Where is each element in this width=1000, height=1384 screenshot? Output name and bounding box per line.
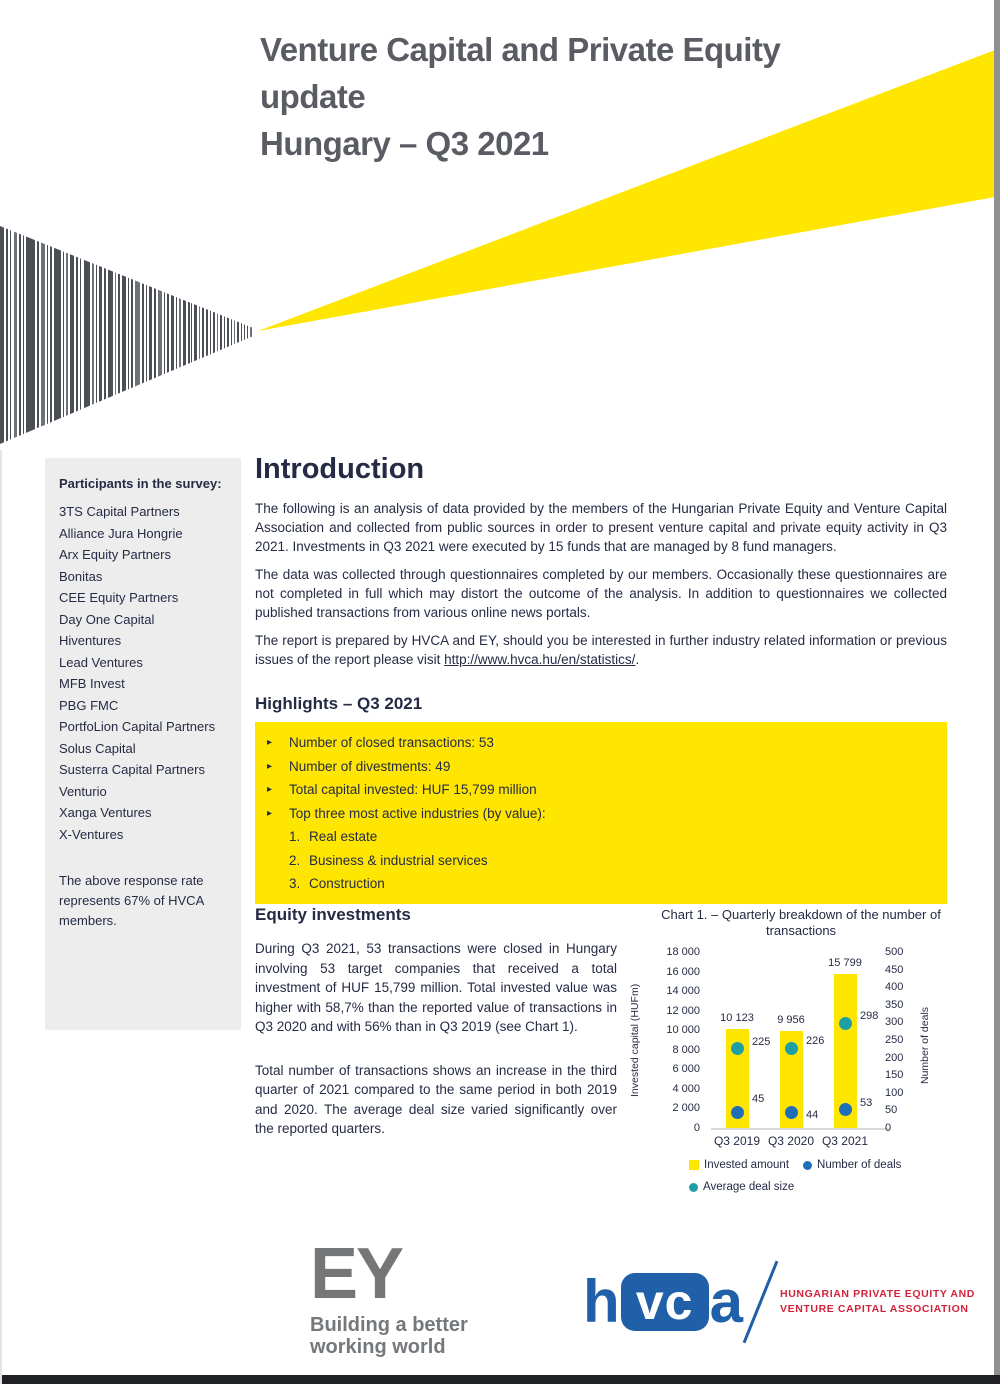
dot-value-label: 53 — [860, 1097, 873, 1110]
legend-dot-swatch — [803, 1161, 812, 1170]
highlight-bullet-text: Number of divestments: 49 — [289, 758, 451, 774]
equity-heading: Equity investments — [255, 905, 411, 924]
participants-list — [59, 502, 227, 845]
right-axis-tick-label: 100 — [885, 1086, 904, 1099]
right-axis-tick-label: 50 — [885, 1104, 898, 1117]
dot-value-label: 226 — [806, 1035, 825, 1048]
ey-logo — [310, 1234, 468, 1358]
highlight-numbered-text: Construction — [309, 876, 385, 891]
highlight-numbered-text: Business & industrial services — [309, 852, 488, 868]
right-axis-tick-label: 500 — [885, 946, 904, 958]
page-edge-left — [0, 450, 2, 1384]
left-axis-tick-label: 14 000 — [666, 985, 700, 998]
page-edge-right — [994, 0, 1000, 1384]
highlights-heading: Highlights – Q3 2021 — [255, 694, 423, 713]
dot-value-label: 298 — [860, 1010, 879, 1023]
left-axis-tick-label: 16 000 — [666, 965, 700, 978]
introduction-heading: Introduction — [255, 453, 425, 485]
intro-paragraph-3-suffix: . — [635, 652, 640, 667]
average-deal-size-dot — [785, 1042, 798, 1055]
highlight-number: 2. — [289, 852, 301, 868]
bar-value-label: 9 956 — [777, 1013, 805, 1026]
bullet-arrow-icon: ▸ — [267, 784, 273, 795]
bullet-arrow-icon: ▸ — [267, 737, 273, 748]
highlights-list — [267, 735, 927, 891]
number-of-deals-dot — [731, 1106, 744, 1119]
ey-tagline — [310, 1314, 468, 1358]
statistics-link[interactable]: http://www.hvca.hu/en/statistics/ — [444, 652, 636, 667]
legend-item — [689, 1181, 794, 1193]
hvca-logo — [583, 1258, 975, 1346]
legend-item — [689, 1159, 789, 1171]
participant-item: 3TS Capital Partners — [59, 504, 180, 519]
legend-label: Invested amount — [704, 1159, 790, 1171]
hvca-logo-h: h — [583, 1268, 620, 1335]
hvca-logo-a: a — [709, 1268, 744, 1335]
intro-paragraph-3 — [255, 631, 947, 669]
left-axis-tick-label: 0 — [693, 1122, 700, 1134]
right-axis-tick-label: 150 — [885, 1069, 904, 1082]
bullet-arrow-icon: ▸ — [267, 807, 273, 819]
highlight-bullet — [267, 759, 927, 774]
intro-paragraph-3-text: The report is prepared by HVCA and EY, should you be interested in further industry related information or previous issues of the report please visit — [255, 633, 947, 667]
chart-title: Chart 1. – Quarterly breakdown of the number of transactions — [661, 907, 941, 938]
average-deal-size-dot — [731, 1042, 744, 1055]
x-axis-category-label: Q3 2020 — [767, 1134, 815, 1148]
highlight-numbered-item — [267, 853, 927, 868]
right-axis-tick-label: 0 — [885, 1122, 892, 1134]
highlight-numbered-text: Real estate — [309, 829, 378, 844]
hvca-text-line-1: HUNGARIAN PRIVATE EQUITY AND — [780, 1288, 975, 1300]
legend-row — [689, 1159, 969, 1171]
left-axis-tick-label: 6 000 — [672, 1063, 700, 1076]
participant-item: Hiventures — [59, 633, 122, 648]
highlight-bullet-text: Top three most active industries (by value): — [289, 805, 546, 821]
left-axis-tick-label: 4 000 — [672, 1082, 700, 1095]
report-title — [260, 26, 900, 167]
participant-item: PBG FMC — [59, 697, 119, 713]
participant-item: Venturio — [59, 783, 107, 799]
introduction-paragraphs — [255, 499, 947, 678]
page-edge-bottom — [0, 1375, 1000, 1384]
x-axis-category-label: Q3 2021 — [821, 1134, 869, 1148]
participant-item: Susterra Capital Partners — [59, 762, 205, 777]
highlights-box — [255, 722, 947, 904]
participant-item: Day One Capital — [59, 611, 155, 627]
participant-item: X-Ventures — [59, 826, 124, 842]
participant-item: Xanga Ventures — [59, 805, 152, 820]
bullet-arrow-icon: ▸ — [267, 760, 273, 772]
participant-item: Alliance Jura Hongrie — [59, 525, 183, 541]
participant-item: Solus Capital — [59, 740, 136, 756]
chart-1 — [623, 903, 980, 1213]
bar-value-label: 10 123 — [720, 1012, 754, 1025]
right-axis-tick-label: 400 — [885, 981, 904, 994]
highlight-bullet — [267, 806, 927, 821]
hvca-logo-vc: vc — [635, 1274, 694, 1330]
right-axis-tick-label: 250 — [885, 1034, 904, 1046]
left-axis-tick-label: 18 000 — [666, 946, 700, 958]
highlight-number: 3. — [289, 876, 301, 891]
bar-value-label: 15 799 — [828, 956, 862, 969]
hvca-logo-text — [780, 1287, 975, 1317]
left-axis-tick-label: 8 000 — [672, 1043, 700, 1056]
highlight-numbered-item — [267, 829, 927, 844]
participants-sidebar — [45, 458, 241, 1030]
title-line-2: update — [260, 78, 366, 115]
legend-row — [689, 1181, 969, 1193]
legend-item — [803, 1159, 901, 1171]
dot-value-label: 44 — [806, 1108, 819, 1121]
participant-item: Lead Ventures — [59, 654, 143, 670]
left-axis-tick-label: 2 000 — [672, 1102, 700, 1115]
left-axis-tick-label: 10 000 — [666, 1024, 700, 1037]
response-rate-note: The above response rate represents 67% of HVCA members. — [59, 872, 204, 928]
number-of-deals-dot — [839, 1103, 852, 1116]
equity-paragraph-2: Total number of transactions shows an increase in the third quarter of 2021 compared to the same period in both 2019 and 2020. The average deal size varied significantly over the reported quarters. — [255, 1062, 617, 1136]
participant-item: MFB Invest — [59, 676, 125, 691]
highlight-numbered-item — [267, 876, 927, 891]
participant-item: Bonitas — [59, 568, 103, 584]
intro-paragraph-1: The following is an analysis of data provided by the members of the Hungarian Private Equity and Venture Capital Association and collected from public sources in order to present venture capital and private equity activity in Q3 2021. Investments in Q3 2021 were executed by 15 funds that are managed by 8 fund managers. — [255, 501, 947, 554]
dot-value-label: 45 — [752, 1093, 765, 1106]
highlight-bullet-text: Number of closed transactions: 53 — [289, 735, 494, 750]
hvca-logo-slash — [743, 1261, 779, 1344]
hvca-text-line-2: VENTURE CAPITAL ASSOCIATION — [780, 1303, 969, 1315]
participant-item: CEE Equity Partners — [59, 590, 179, 605]
ey-tagline-line-2: working world — [310, 1336, 446, 1358]
right-axis-title: Number of deals — [919, 1006, 931, 1084]
left-axis-tick-label: 12 000 — [666, 1004, 700, 1017]
intro-paragraph-2: The data was collected through questionnaires completed by our members. Occasionally these questionnaires are not completed in full which may distort the outcome of the analysis. In addition to questionnaires we collected published transactions from various online news portals. — [255, 567, 947, 620]
equity-paragraph-1: During Q3 2021, 53 transactions were closed in Hungary involving 53 target companies that received a total investment of HUF 15,799 million. Total invested value was higher with 58,7% than the reported value of transactions in Q3 2020 and with 56% than in Q3 2019 (see Chart 1). — [255, 941, 617, 1034]
right-axis-tick-label: 450 — [885, 963, 904, 976]
equity-paragraphs — [255, 939, 617, 1163]
ey-logo-letters: EY — [310, 1234, 403, 1314]
x-axis-category-label: Q3 2019 — [713, 1134, 761, 1148]
participant-item: Arx Equity Partners — [59, 547, 171, 562]
legend-label: Average deal size — [703, 1181, 795, 1193]
right-axis-tick-label: 300 — [885, 1016, 904, 1029]
legend-dot-swatch — [689, 1183, 698, 1192]
legend-label: Number of deals — [817, 1159, 902, 1171]
right-axis-tick-label: 350 — [885, 998, 904, 1011]
left-axis-title: Invested capital (HUFm) — [629, 983, 641, 1097]
x-axis-line — [711, 1128, 889, 1130]
highlight-bullet — [267, 735, 927, 750]
highlight-bullet-text: Total capital invested: HUF 15,799 million — [289, 782, 537, 797]
legend-square-swatch — [689, 1160, 699, 1170]
right-axis-tick-label: 200 — [885, 1051, 904, 1064]
highlight-number: 1. — [289, 829, 301, 844]
ey-tagline-line-1: Building a better — [310, 1314, 468, 1336]
average-deal-size-dot — [839, 1017, 852, 1030]
title-line-1: Venture Capital and Private Equity — [260, 31, 781, 68]
title-line-3: Hungary – Q3 2021 — [260, 125, 549, 162]
dot-value-label: 225 — [752, 1035, 771, 1048]
highlight-bullet — [267, 782, 927, 797]
participant-item: PortfoLion Capital Partners — [59, 719, 216, 734]
hvca-logo-box — [621, 1273, 709, 1331]
chart-legend — [689, 1159, 969, 1203]
number-of-deals-dot — [785, 1106, 798, 1119]
participants-heading: Participants in the survey: — [59, 476, 222, 491]
